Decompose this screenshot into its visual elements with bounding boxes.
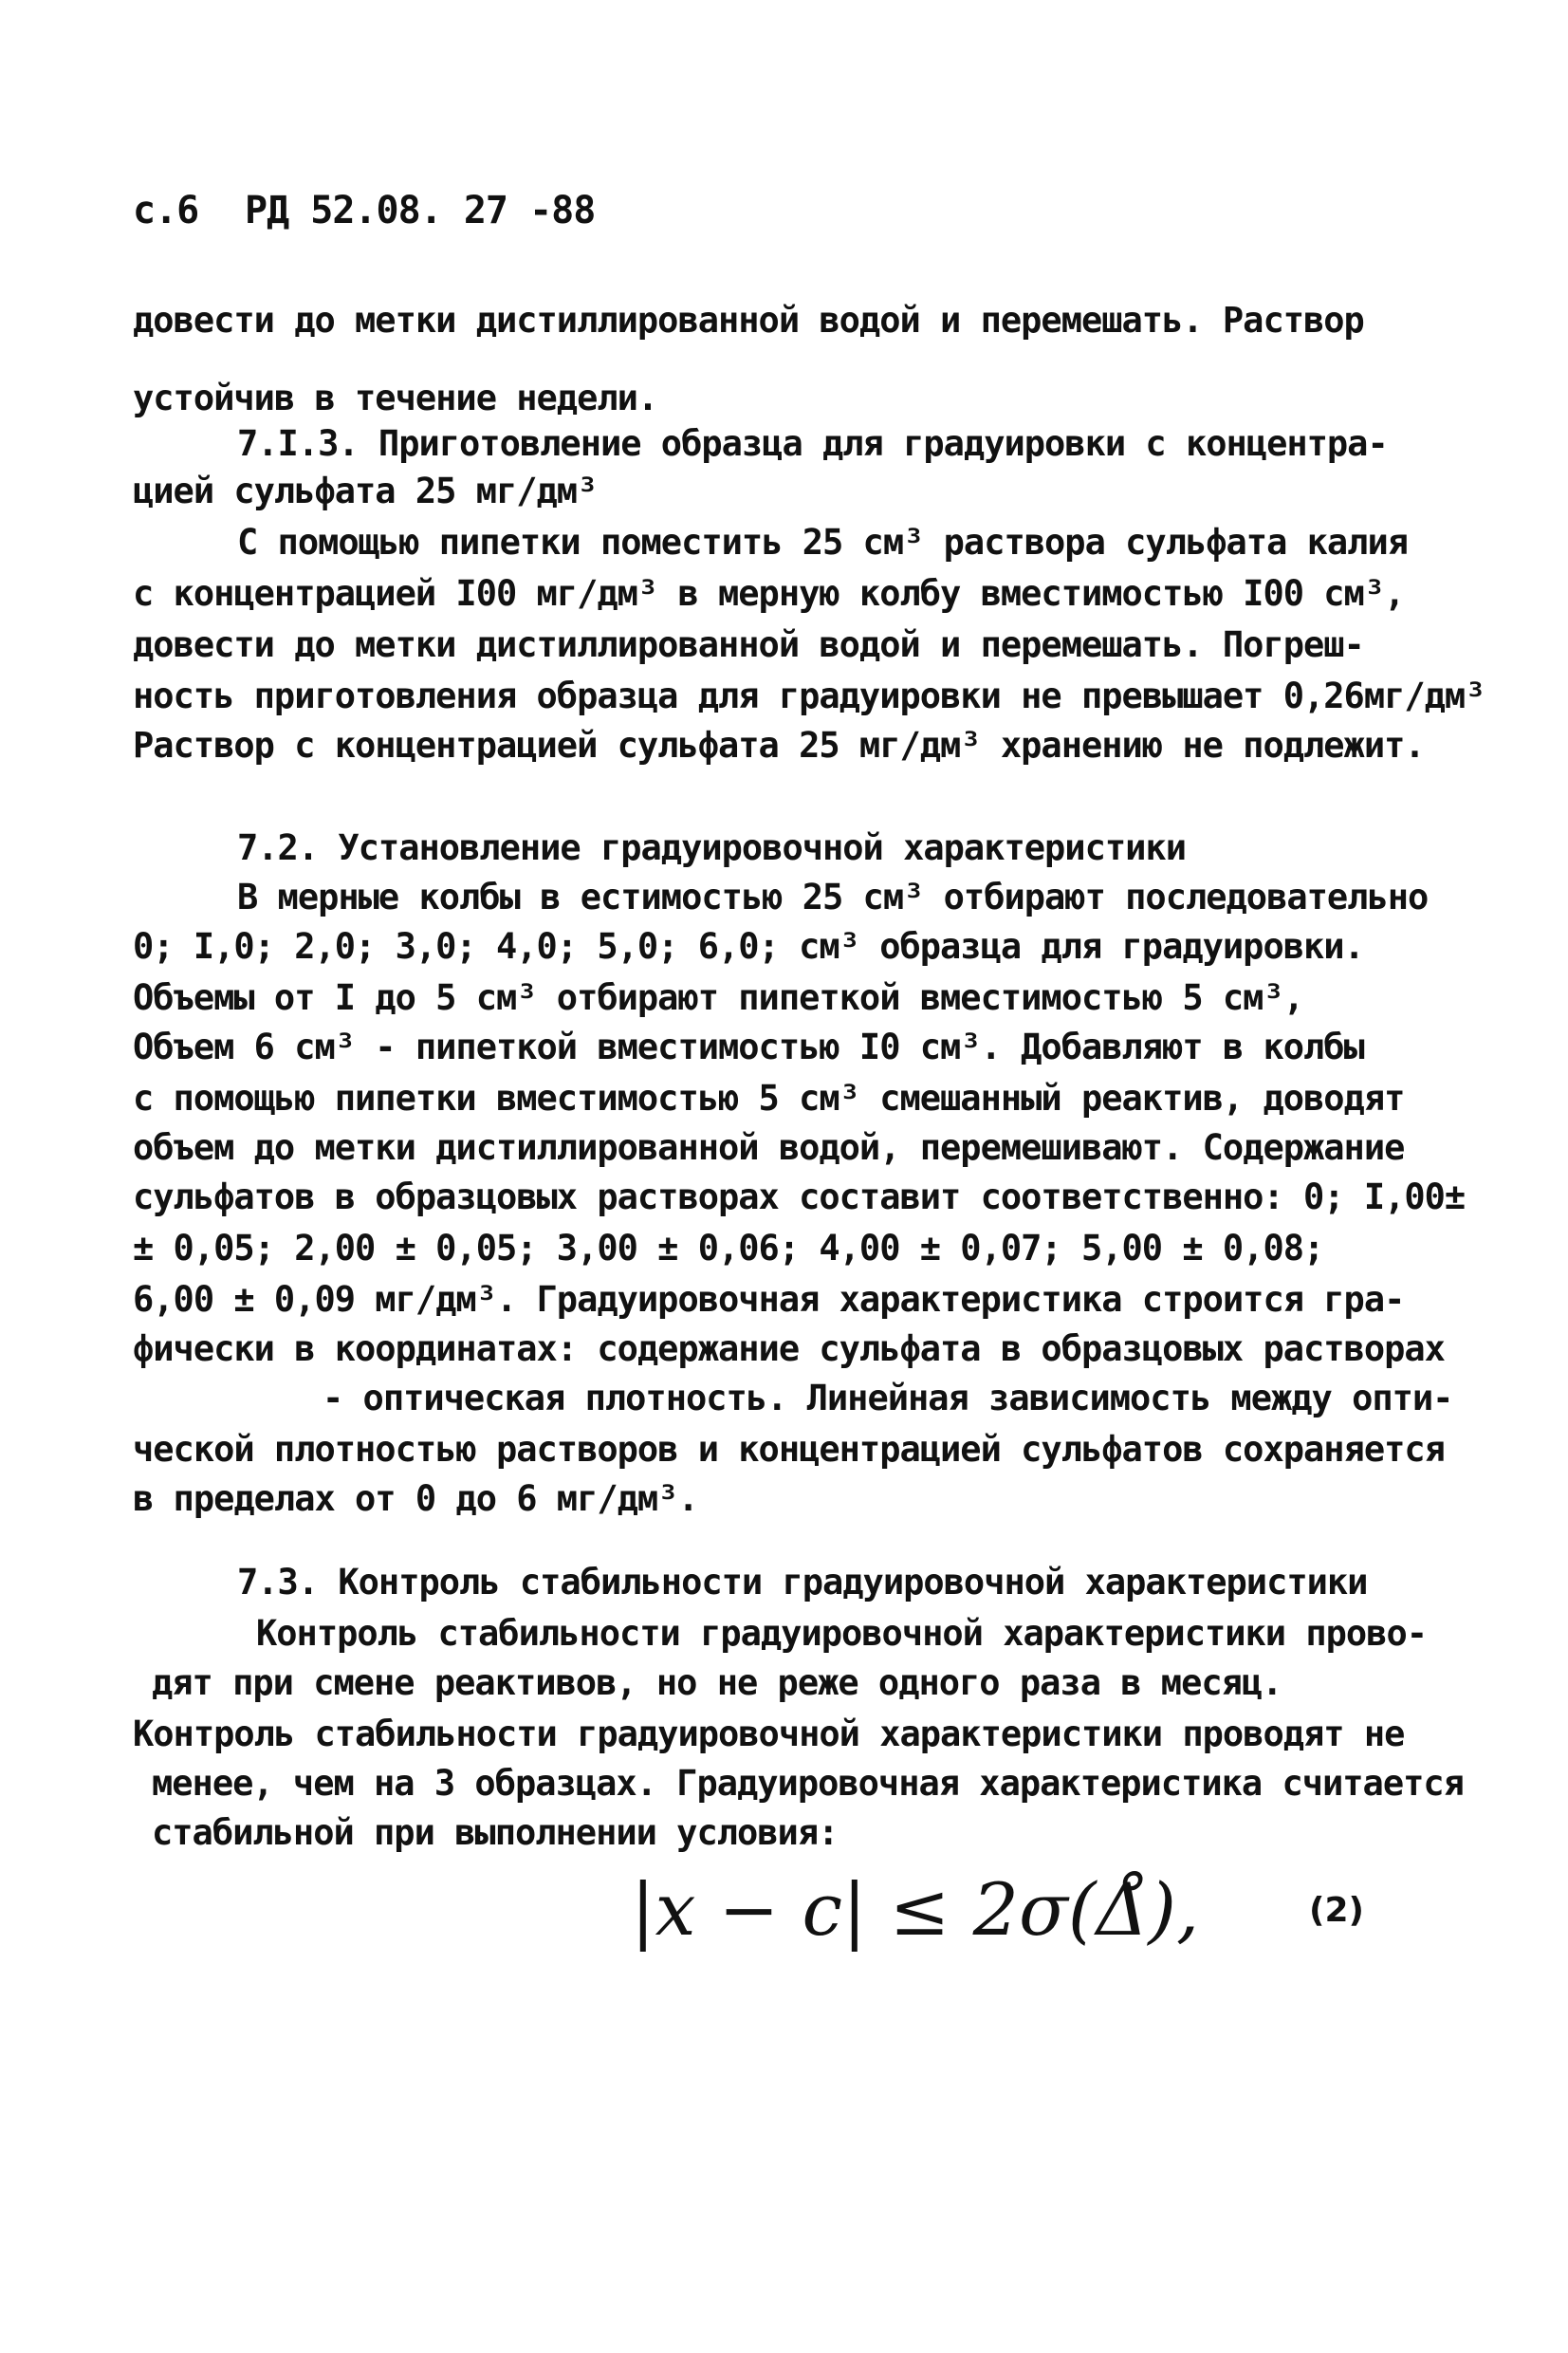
text-line: Объем 6 см³ - пипеткой вместимостью I0 см³. Добавляют в колбы xyxy=(133,1027,1364,1067)
text-line: Контроль стабильности градуировочной характеристики прово- xyxy=(256,1613,1428,1654)
text-line: в пределах от 0 до 6 мг/дм³. xyxy=(133,1478,698,1519)
text-line: Объемы от I до 5 см³ отбирают пипеткой вместимостью 5 см³, xyxy=(133,977,1304,1018)
text-line: 0; I,0; 2,0; 3,0; 4,0; 5,0; 6,0; см³ образца для градуировки. xyxy=(133,926,1364,967)
text-line: 6,00 ± 0,09 мг/дм³. Градуировочная характеристика строится гра- xyxy=(133,1279,1405,1320)
text-line: ческой плотностью растворов и концентрацией сульфатов сохраняется xyxy=(133,1429,1445,1470)
section-heading: 7.I.3. Приготовление образца для градуировки с концентра- xyxy=(237,423,1388,464)
text-line: сульфатов в образцовых растворах составит соответственно: 0; I,00± xyxy=(133,1176,1466,1217)
text-line: С помощью пипетки поместить 25 см³ раствора сульфата калия xyxy=(237,522,1409,563)
text-line: ± 0,05; 2,00 ± 0,05; 3,00 ± 0,06; 4,00 ± 0,07; 5,00 ± 0,08; xyxy=(133,1228,1324,1269)
stability-formula: |x − c| ≤ 2σ(Δ̊), xyxy=(631,1867,1200,1952)
text-line: с помощью пипетки вместимостью 5 см³ смешанный реактив, доводят xyxy=(133,1078,1405,1119)
text-line: довести до метки дистиллированной водой и перемешать. Раствор xyxy=(133,300,1364,341)
section-heading: 7.3. Контроль стабильности градуировочной характеристики xyxy=(237,1562,1368,1603)
text-line: Раствор с концентрацией сульфата 25 мг/дм³ хранению не подлежит. xyxy=(133,725,1425,766)
text-line: довести до метки дистиллированной водой и перемешать. Погреш- xyxy=(133,624,1364,665)
text-line: устойчив в течение недели. xyxy=(133,378,658,418)
text-line: ность приготовления образца для градуировки не превышает 0,26мг/дм³ xyxy=(133,676,1485,716)
text-line: стабильной при выполнении условия: xyxy=(152,1812,839,1853)
text-line: дят при смене реактивов, но не реже одного раза в месяц. xyxy=(152,1662,1282,1703)
text-line: цией сульфата 25 мг/дм³ xyxy=(133,471,598,511)
text-line: Контроль стабильности градуировочной характеристики проводят не xyxy=(133,1714,1405,1754)
text-line: фически в координатах: содержание сульфата в образцовых растворах xyxy=(133,1328,1445,1369)
text-line: с концентрацией I00 мг/дм³ в мерную колбу вместимостью I00 см³, xyxy=(133,573,1405,614)
page-number: с.6 xyxy=(133,189,199,232)
document-code: РД 52.08. 27 -88 xyxy=(245,189,596,232)
text-line: - оптическая плотность. Линейная зависимость между опти- xyxy=(323,1378,1453,1418)
section-heading: 7.2. Установление градуировочной характеристики xyxy=(237,827,1186,868)
equation-number: (2) xyxy=(1309,1891,1364,1930)
text-line: менее, чем на 3 образцах. Градуировочная характеристика считается xyxy=(152,1763,1464,1804)
text-line: В мерные колбы в естимостью 25 см³ отбирают последовательно xyxy=(237,877,1429,917)
text-line: объем до метки дистиллированной водой, перемешивают. Содержание xyxy=(133,1127,1405,1168)
